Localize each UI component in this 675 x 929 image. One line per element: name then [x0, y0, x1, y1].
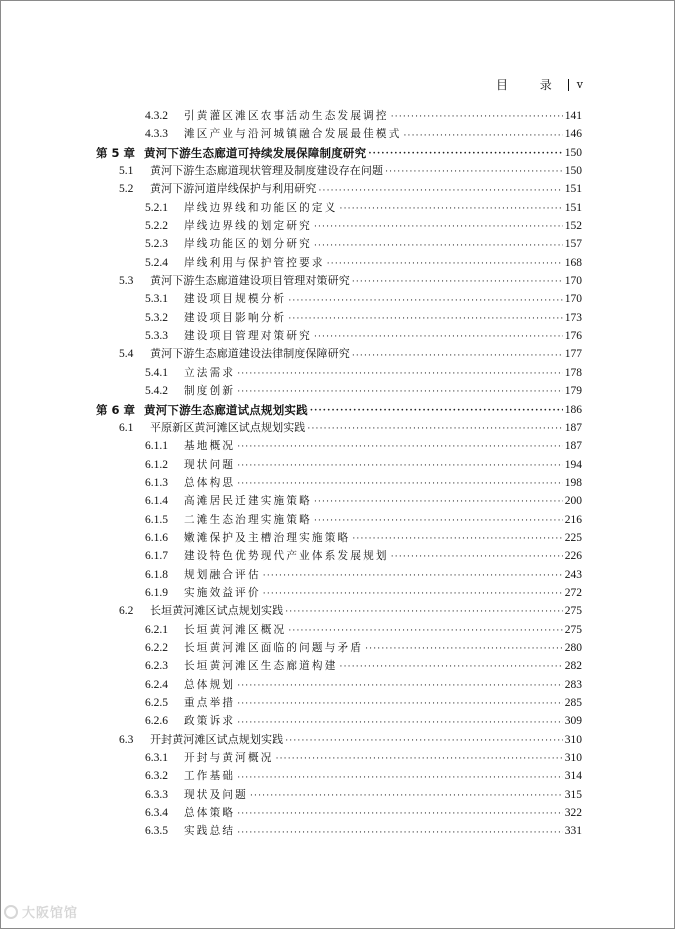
toc-entry-number: 6.1.8 — [145, 568, 168, 581]
toc-entry-title: 岸线边界线和功能区的定义 — [184, 201, 338, 214]
toc-entry-number: 6.1.3 — [145, 476, 168, 489]
toc-entry-section[interactable] — [96, 180, 582, 198]
dot-leader — [285, 731, 563, 749]
toc-entry-number: 6.3.1 — [145, 752, 168, 765]
toc-entry-section[interactable] — [96, 345, 582, 363]
toc-entry-sub[interactable] — [96, 474, 582, 492]
toc-entry-title: 实施效益评价 — [184, 586, 261, 599]
toc-entry-page: 225 — [564, 531, 582, 544]
dot-leader — [237, 382, 563, 400]
toc-entry-number: 5.2 — [119, 183, 134, 196]
toc-entry-sub[interactable] — [96, 107, 582, 125]
toc-entry-page: 331 — [564, 825, 582, 838]
toc-entry-title: 长垣黄河滩区试点规划实践 — [150, 604, 284, 618]
dot-leader — [250, 786, 563, 804]
table-of-contents — [96, 107, 582, 841]
toc-entry-sub[interactable] — [96, 749, 582, 767]
toc-entry-sub[interactable] — [96, 547, 582, 565]
toc-entry-title: 岸线边界线的划定研究 — [184, 220, 312, 233]
toc-entry-title: 建设特色优势现代产业体系发展规划 — [184, 550, 389, 563]
toc-entry-chapter[interactable] — [96, 401, 582, 419]
dot-leader — [263, 566, 563, 584]
toc-entry-number: 6.3 — [119, 733, 134, 746]
toc-entry-page: 309 — [564, 715, 582, 728]
toc-entry-number: 第 6 章 — [96, 402, 136, 417]
toc-entry-number: 6.2.2 — [145, 641, 168, 654]
running-header — [496, 76, 583, 93]
toc-entry-page: 150 — [564, 146, 582, 159]
dot-leader — [237, 474, 563, 492]
dot-leader — [237, 823, 563, 841]
toc-entry-title: 政策诉求 — [184, 715, 236, 728]
toc-entry-sub[interactable] — [96, 492, 582, 510]
toc-entry-title: 长垣黄河滩区生态廊道构建 — [184, 660, 338, 673]
dot-leader — [237, 713, 563, 731]
toc-entry-sub[interactable] — [96, 511, 582, 529]
logo-icon — [4, 905, 18, 919]
toc-entry-sub[interactable] — [96, 309, 582, 327]
toc-entry-number: 5.4 — [119, 348, 134, 361]
toc-entry-page: 310 — [564, 752, 582, 765]
dot-leader — [365, 639, 563, 657]
dot-leader — [237, 804, 563, 822]
toc-entry-number: 6.1 — [119, 421, 134, 434]
header-page-number: v — [576, 78, 583, 91]
toc-entry-sub[interactable] — [96, 786, 582, 804]
toc-entry-page: 275 — [564, 605, 582, 618]
toc-entry-number: 6.3.4 — [145, 807, 168, 820]
toc-entry-number: 6.1.7 — [145, 550, 168, 563]
toc-entry-number: 4.3.3 — [145, 128, 168, 141]
toc-entry-chapter[interactable] — [96, 144, 582, 162]
toc-entry-title: 长垣黄河滩区概况 — [184, 623, 287, 636]
toc-entry-page: 170 — [564, 293, 582, 306]
toc-entry-number: 6.1.5 — [145, 513, 168, 526]
toc-entry-page: 176 — [564, 330, 582, 343]
toc-entry-title: 总体规划 — [184, 678, 236, 691]
dot-leader — [288, 621, 562, 639]
toc-entry-title: 开封黄河滩区试点规划实践 — [150, 732, 284, 746]
watermark-text: 大阪馆馆 — [22, 906, 79, 921]
toc-entry-title: 总体构思 — [184, 476, 236, 489]
dot-leader — [314, 327, 563, 345]
dot-leader — [314, 236, 563, 254]
toc-entry-number: 5.2.1 — [145, 201, 168, 214]
toc-entry-number: 6.3.2 — [145, 770, 168, 783]
toc-entry-sub[interactable] — [96, 529, 582, 547]
dot-leader — [340, 657, 563, 675]
toc-entry-sub[interactable] — [96, 235, 582, 253]
toc-entry-title: 黄河下游生态廊道可持续发展保障制度研究 — [144, 145, 367, 160]
toc-entry-number: 6.2.4 — [145, 678, 168, 691]
toc-entry-title: 总体策略 — [184, 807, 236, 820]
dot-leader — [307, 419, 562, 437]
toc-entry-sub[interactable] — [96, 364, 582, 382]
toc-entry-page: 151 — [564, 201, 582, 214]
dot-leader — [237, 364, 563, 382]
toc-entry-page: 151 — [564, 183, 582, 196]
toc-entry-title: 二滩生态治理实施策略 — [184, 513, 312, 526]
toc-entry-sub[interactable] — [96, 382, 582, 400]
toc-entry-number: 6.2.5 — [145, 697, 168, 709]
toc-entry-page: 177 — [564, 348, 582, 361]
toc-entry-title: 黄河下游生态廊道试点规划实践 — [144, 402, 308, 417]
toc-entry-sub[interactable] — [96, 694, 582, 712]
toc-entry-title: 工作基础 — [184, 770, 236, 783]
toc-entry-page: 141 — [564, 110, 582, 122]
toc-entry-title: 建设项目规模分析 — [184, 293, 287, 306]
toc-entry-page: 187 — [564, 421, 582, 434]
dot-leader — [314, 217, 563, 235]
toc-entry-section[interactable] — [96, 419, 582, 437]
toc-entry-sub[interactable] — [96, 254, 582, 272]
toc-entry-number: 6.1.6 — [145, 531, 168, 544]
toc-entry-title: 高滩居民迁建实施策略 — [184, 495, 312, 508]
toc-entry-page: 280 — [564, 641, 582, 654]
toc-entry-page: 179 — [564, 385, 582, 398]
toc-entry-number: 5.3.1 — [145, 293, 168, 306]
toc-entry-page: 186 — [564, 403, 582, 416]
toc-entry-sub[interactable] — [96, 822, 582, 840]
toc-entry-title: 滩区产业与沿河城镇融合发展最佳模式 — [184, 128, 402, 141]
toc-entry-sub[interactable] — [96, 804, 582, 822]
toc-entry-number: 6.1.2 — [145, 458, 168, 471]
toc-entry-number: 5.4.2 — [145, 385, 168, 398]
toc-entry-number: 第 5 章 — [96, 145, 136, 160]
header-separator — [568, 79, 569, 91]
toc-entry-page: 282 — [564, 660, 582, 673]
dot-leader — [237, 456, 563, 474]
toc-entry-section[interactable] — [96, 162, 582, 180]
toc-entry-page: 170 — [564, 275, 582, 288]
dot-leader — [368, 144, 562, 162]
toc-entry-number: 6.2 — [119, 605, 134, 618]
dot-leader — [340, 199, 563, 217]
toc-entry-page: 216 — [564, 513, 582, 526]
toc-entry-number: 5.3 — [119, 275, 134, 288]
toc-entry-page: 310 — [564, 733, 582, 746]
toc-entry-title: 建设项目影响分析 — [184, 311, 287, 324]
toc-entry-number: 5.4.1 — [145, 366, 168, 379]
toc-entry-page: 173 — [564, 311, 582, 324]
toc-entry-number: 5.2.2 — [145, 220, 168, 233]
toc-entry-sub[interactable] — [96, 767, 582, 785]
toc-entry-page: 315 — [564, 788, 582, 801]
dot-leader — [352, 346, 563, 364]
toc-entry-title: 岸线功能区的划分研究 — [184, 238, 312, 251]
toc-entry-page: 157 — [564, 238, 582, 251]
dot-leader — [352, 529, 562, 547]
toc-entry-number: 6.3.5 — [145, 825, 168, 838]
dot-leader — [314, 511, 563, 529]
dot-leader — [285, 602, 563, 620]
dot-leader — [327, 254, 563, 272]
toc-entry-page: 152 — [564, 220, 582, 233]
toc-entry-number: 6.1.1 — [145, 440, 168, 453]
toc-entry-page: 283 — [564, 678, 582, 691]
toc-entry-page: 194 — [564, 458, 582, 471]
toc-entry-number: 6.3.3 — [145, 788, 168, 801]
toc-entry-sub[interactable] — [96, 584, 582, 602]
dot-leader — [263, 584, 563, 602]
toc-entry-title: 岸线利用与保护管控要求 — [184, 256, 325, 269]
toc-entry-page: 285 — [564, 697, 582, 709]
toc-entry-number: 6.1.4 — [145, 495, 168, 508]
toc-entry-page: 146 — [564, 128, 582, 141]
toc-entry-page: 187 — [564, 440, 582, 453]
header-title: 目 录 — [495, 78, 566, 92]
toc-entry-title: 黄河下游生态廊道建设法律制度保障研究 — [150, 347, 350, 361]
dot-leader — [391, 547, 563, 565]
toc-entry-title: 重点举措 — [184, 697, 236, 709]
toc-entry-number: 6.2.1 — [145, 623, 168, 636]
toc-entry-page: 200 — [564, 495, 582, 508]
dot-leader — [319, 181, 563, 199]
toc-entry-sub[interactable] — [96, 290, 582, 308]
toc-entry-number: 4.3.2 — [145, 110, 168, 122]
toc-entry-number: 6.2.6 — [145, 715, 168, 728]
toc-entry-title: 现状问题 — [184, 458, 236, 471]
toc-entry-title: 制度创新 — [184, 385, 236, 398]
toc-entry-number: 5.1 — [119, 165, 134, 178]
toc-entry-sub[interactable] — [96, 125, 582, 143]
toc-entry-sub[interactable] — [96, 639, 582, 657]
toc-entry-number: 5.2.3 — [145, 238, 168, 251]
toc-entry-page: 226 — [564, 550, 582, 563]
toc-entry-page: 243 — [564, 568, 582, 581]
toc-entry-section[interactable] — [96, 602, 582, 620]
toc-entry-page: 150 — [564, 165, 582, 178]
toc-entry-title: 引黄灌区滩区农事活动生态发展调控 — [184, 110, 389, 122]
watermark — [4, 902, 78, 921]
toc-entry-title: 黄河下游河道岸线保护与利用研究 — [150, 182, 317, 196]
toc-entry-number: 5.2.4 — [145, 256, 168, 269]
toc-entry-sub[interactable] — [96, 657, 582, 675]
toc-entry-sub[interactable] — [96, 456, 582, 474]
toc-entry-sub[interactable] — [96, 566, 582, 584]
dot-leader — [237, 768, 563, 786]
toc-entry-page: 314 — [564, 770, 582, 783]
toc-entry-number: 5.3.2 — [145, 311, 168, 324]
dot-leader — [276, 749, 563, 767]
toc-entry-title: 开封与黄河概况 — [184, 752, 274, 765]
toc-entry-title: 平原新区黄河滩区试点规划实践 — [150, 420, 306, 434]
toc-entry-sub[interactable] — [96, 327, 582, 345]
toc-entry-title: 长垣黄河滩区面临的问题与矛盾 — [184, 641, 364, 654]
toc-entry-page: 198 — [564, 476, 582, 489]
toc-entry-sub[interactable] — [96, 621, 582, 639]
toc-entry-number: 6.1.9 — [145, 586, 168, 599]
toc-entry-title: 黄河下游生态廊道现状管理及制度建设存在问题 — [150, 164, 384, 178]
dot-leader — [391, 107, 563, 125]
toc-entry-title: 嫩滩保护及主槽治理实施策略 — [184, 531, 351, 544]
dot-leader — [404, 126, 563, 144]
dot-leader — [310, 401, 563, 419]
dot-leader — [237, 694, 563, 712]
toc-entry-title: 规划融合评估 — [184, 568, 261, 581]
toc-entry-title: 实践总结 — [184, 825, 236, 838]
dot-leader — [288, 309, 562, 327]
dot-leader — [237, 676, 563, 694]
toc-entry-sub[interactable] — [96, 437, 582, 455]
toc-entry-title: 基地概况 — [184, 440, 236, 453]
toc-entry-section[interactable] — [96, 272, 582, 290]
toc-entry-sub[interactable] — [96, 217, 582, 235]
toc-entry-page: 178 — [564, 366, 582, 379]
dot-leader — [352, 272, 563, 290]
toc-entry-title: 建设项目管理对策研究 — [184, 330, 312, 343]
toc-entry-number: 6.2.3 — [145, 660, 168, 673]
dot-leader — [237, 437, 563, 455]
toc-entry-sub[interactable] — [96, 199, 582, 217]
toc-entry-sub[interactable] — [96, 712, 582, 730]
toc-entry-number: 5.3.3 — [145, 330, 168, 343]
toc-entry-page: 322 — [564, 807, 582, 820]
toc-entry-page: 168 — [564, 256, 582, 269]
toc-entry-title: 现状及问题 — [184, 788, 248, 801]
toc-entry-page: 275 — [564, 623, 582, 636]
toc-entry-page: 272 — [564, 586, 582, 599]
dot-leader — [288, 291, 562, 309]
toc-entry-title: 立法需求 — [184, 366, 236, 379]
toc-entry-section[interactable] — [96, 731, 582, 749]
dot-leader — [385, 162, 563, 180]
toc-entry-sub[interactable] — [96, 676, 582, 694]
toc-entry-title: 黄河下游生态廊道建设项目管理对策研究 — [150, 274, 350, 288]
dot-leader — [314, 492, 563, 510]
